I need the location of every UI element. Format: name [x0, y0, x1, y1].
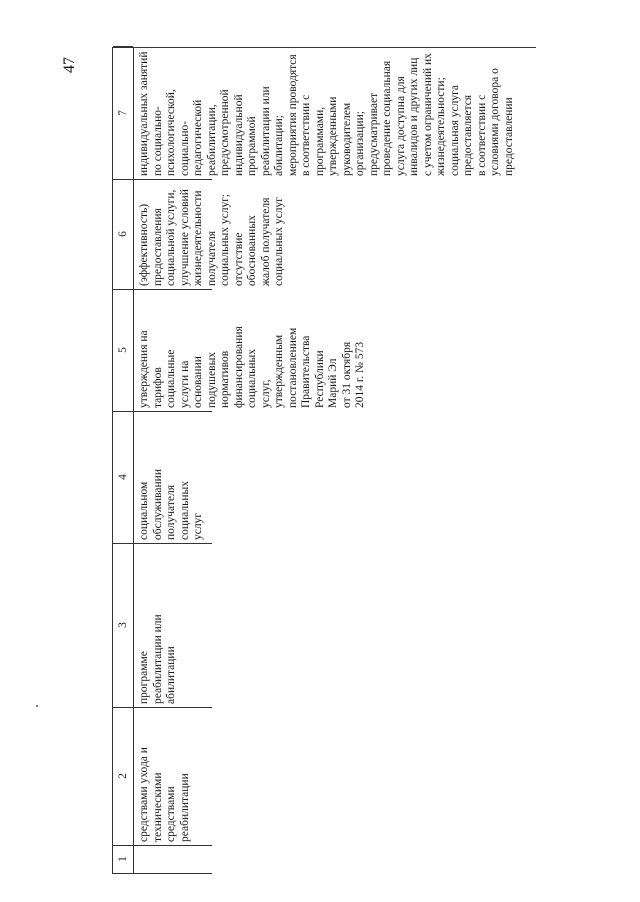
- text-line: жизнедеятельности;: [435, 77, 447, 176]
- text-line: предусмотренной: [219, 89, 231, 176]
- text-line: услуги на: [178, 360, 191, 408]
- text-line: реабилитации или: [151, 614, 164, 704]
- col-separator: [132, 543, 212, 544]
- text-line: социальной услуги,: [165, 189, 177, 286]
- text-line: руководителем: [340, 102, 353, 176]
- col-separator: [132, 289, 212, 290]
- col-separator: [132, 179, 212, 180]
- header-col-2: 2: [113, 707, 133, 846]
- text-line: с учетом ограничений их: [421, 53, 434, 176]
- text-line: программой: [246, 116, 258, 176]
- text-line: основании: [192, 356, 204, 408]
- text-line: постановлением: [286, 327, 299, 408]
- text-line: абилитации;: [273, 115, 285, 176]
- text-line: тарифов: [151, 367, 164, 408]
- text-line: средствами ухода и: [138, 747, 150, 842]
- text-line: мероприятия проводятся: [286, 54, 299, 176]
- col-4-text: [138, 416, 206, 540]
- col-separator: [132, 845, 212, 846]
- text-line: реабилитации: [178, 773, 191, 842]
- header-col-1: 1: [113, 845, 133, 874]
- text-line: жалоб получателя: [259, 197, 272, 286]
- scan-speck: [36, 705, 38, 707]
- text-line: нормативов: [219, 350, 231, 408]
- text-line: утвержденными: [327, 96, 339, 176]
- header-col-3: 3: [113, 543, 133, 708]
- text-line: 2014 г. № 573: [354, 341, 366, 408]
- text-line: по социально-: [151, 106, 164, 176]
- text-line: социальных: [178, 481, 191, 540]
- col-5-text: [138, 294, 368, 408]
- text-line: организации;: [354, 111, 366, 176]
- text-line: программами,: [313, 106, 326, 176]
- text-line: инвалидов и других лиц: [408, 57, 420, 176]
- col-separator: [132, 707, 212, 708]
- col-separator: [132, 873, 212, 874]
- header-col-4: 4: [113, 411, 133, 544]
- text-line: (эффективность): [138, 203, 150, 286]
- text-line: социальном: [138, 481, 150, 540]
- text-line: реабилитации,: [205, 104, 218, 176]
- text-line: жизнедеятельности: [192, 190, 204, 286]
- text-line: индивидуальной: [232, 94, 245, 176]
- text-line: Правительства: [300, 335, 312, 408]
- text-line: социальная услуга: [448, 85, 461, 176]
- text-line: подушевых: [205, 351, 218, 408]
- text-line: услуг: [192, 512, 204, 540]
- text-line: предусматривает: [367, 92, 380, 176]
- text-line: абилитации: [165, 646, 177, 704]
- text-line: от 31 октября: [340, 341, 353, 408]
- text-line: утверждения на: [138, 330, 150, 408]
- text-line: Марий Эл: [327, 358, 339, 408]
- text-line: социальные: [165, 349, 177, 408]
- text-line: реабилитации или: [259, 86, 272, 176]
- col-3-text: [138, 548, 179, 704]
- text-line: проведение социальная: [381, 60, 393, 176]
- rotated-table: [112, 48, 536, 874]
- text-line: социально-: [178, 120, 191, 176]
- col-2-text: [138, 712, 192, 842]
- header-col-6: 6: [113, 179, 133, 290]
- text-line: в соответствии с: [300, 94, 312, 176]
- text-line: Республики: [313, 350, 326, 408]
- text-line: услуг,: [259, 379, 272, 408]
- text-line: программе: [138, 651, 150, 704]
- text-line: получателя: [205, 231, 218, 286]
- text-line: индивидуальных занятий: [138, 51, 150, 176]
- header-row: [112, 48, 134, 874]
- header-col-7: 7: [113, 46, 133, 180]
- text-line: предоставлении: [502, 97, 515, 176]
- text-line: психологической,: [165, 89, 177, 176]
- text-line: условиями договора о: [489, 68, 501, 176]
- text-line: средствами: [165, 786, 177, 842]
- page-number: 47: [61, 57, 78, 73]
- text-line: в соответствии с: [475, 94, 488, 176]
- text-line: педагогической: [192, 99, 204, 176]
- text-line: улучшение условий: [178, 189, 191, 286]
- text-line: обоснованных: [246, 215, 258, 286]
- col-7-text: [138, 50, 516, 176]
- text-line: финансирования: [232, 326, 245, 408]
- text-line: утвержденным: [273, 334, 285, 408]
- right-border: [112, 47, 536, 48]
- text-line: услуга доступна для: [394, 76, 407, 176]
- col-6-text: [138, 182, 287, 286]
- text-line: обслуживании: [151, 469, 164, 540]
- text-line: социальных: [246, 349, 258, 408]
- text-line: получателя: [165, 485, 177, 540]
- text-line: предоставления: [151, 208, 164, 286]
- text-line: предоставляется: [462, 94, 474, 176]
- col-separator: [132, 411, 212, 412]
- text-line: техническими: [151, 772, 164, 842]
- text-line: отсутствие: [232, 232, 245, 286]
- text-line: социальных услуг;: [219, 193, 231, 286]
- text-line: социальных услуг: [273, 197, 285, 286]
- header-col-5: 5: [113, 289, 133, 412]
